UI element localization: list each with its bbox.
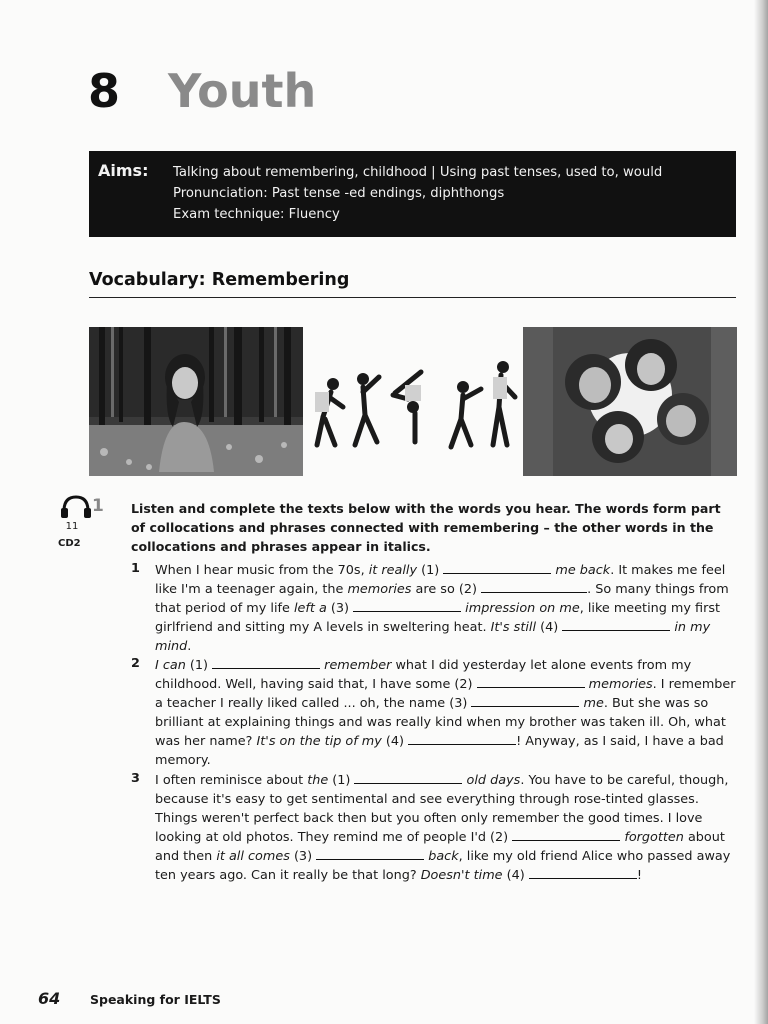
book-title: Speaking for IELTS [90,992,221,1007]
aims-line: Pronunciation: Past tense -ed endings, diphthongs [173,186,505,201]
text-number: 3 [131,771,140,786]
cd-label: CD2 [58,538,81,549]
answer-gap[interactable] [316,848,424,860]
photo-girl-in-forest [89,327,303,476]
photo-group-of-friends [523,327,737,476]
section-divider [89,297,736,298]
text-paragraph: I often reminisce about the (1) old days. You have to be careful, though, because it's easy to get sentimental and see everything through rose-tinted glasses. Things weren't perfect back then but you often only remember the good times. I love looking at old photos. They remind me of people I'd (2) forgotten about and then it all comes (3) back, like my old friend Alice who passed away ten years ago. Can it really be that long? Doesn't time (4) ! [155,773,731,883]
answer-gap[interactable] [212,657,320,669]
answer-gap[interactable] [408,733,516,745]
exercise-number: 1 [92,496,104,516]
answer-gap[interactable] [354,772,462,784]
answer-gap[interactable] [512,829,620,841]
text-paragraph: When I hear music from the 70s, it really (1) me back. It makes me feel like I'm a teenager again, the memories are so (2) . So many things from that period of my life left a (3) impression on me, like meeting my first girlfriend and sitting my A levels in sweltering heat. It's still (4) in my mind. [155,563,729,654]
text-paragraph: I can (1) remember what I did yesterday let alone events from my childhood. Well, having said that, I have some (2) memories. I remember a teacher I really liked called ... oh, the name (3) me. But she was so brilliant at explaining things and was really kind when my brother was taken ill. Oh, what was her name? It's on the tip of my (4) ! Anyway, as I said, I have a bad memory. [155,658,736,768]
answer-gap[interactable] [562,619,670,631]
section-title: Vocabulary: Remembering [89,270,350,290]
aims-lines [173,162,662,225]
aims-line: Exam technique: Fluency [173,207,340,222]
page-number: 64 [38,989,61,1008]
photo-dancers [303,327,523,476]
text-number: 2 [131,656,140,671]
aims-box [89,151,736,237]
page-edge-shadow [754,0,768,1024]
answer-gap[interactable] [529,867,637,879]
unit-heading [88,64,316,124]
unit-title: Youth [168,64,317,118]
unit-number: 8 [88,64,121,118]
track-number: 11 [65,521,79,532]
answer-gap[interactable] [477,676,585,688]
headphones-icon [60,494,92,520]
exercise-instruction: Listen and complete the texts below with the words you hear. The words form part of collocations and phrases connected with remembering – the other words in the collocations and phrases appear in italics. [131,501,721,554]
text-number: 1 [131,561,140,576]
answer-gap[interactable] [353,600,461,612]
answer-gap[interactable] [471,695,579,707]
answer-gap[interactable] [443,562,551,574]
aims-label: Aims: [98,161,149,180]
answer-gap[interactable] [481,581,587,593]
aims-line: Talking about remembering, childhood | Using past tenses, used to, would [173,165,663,180]
